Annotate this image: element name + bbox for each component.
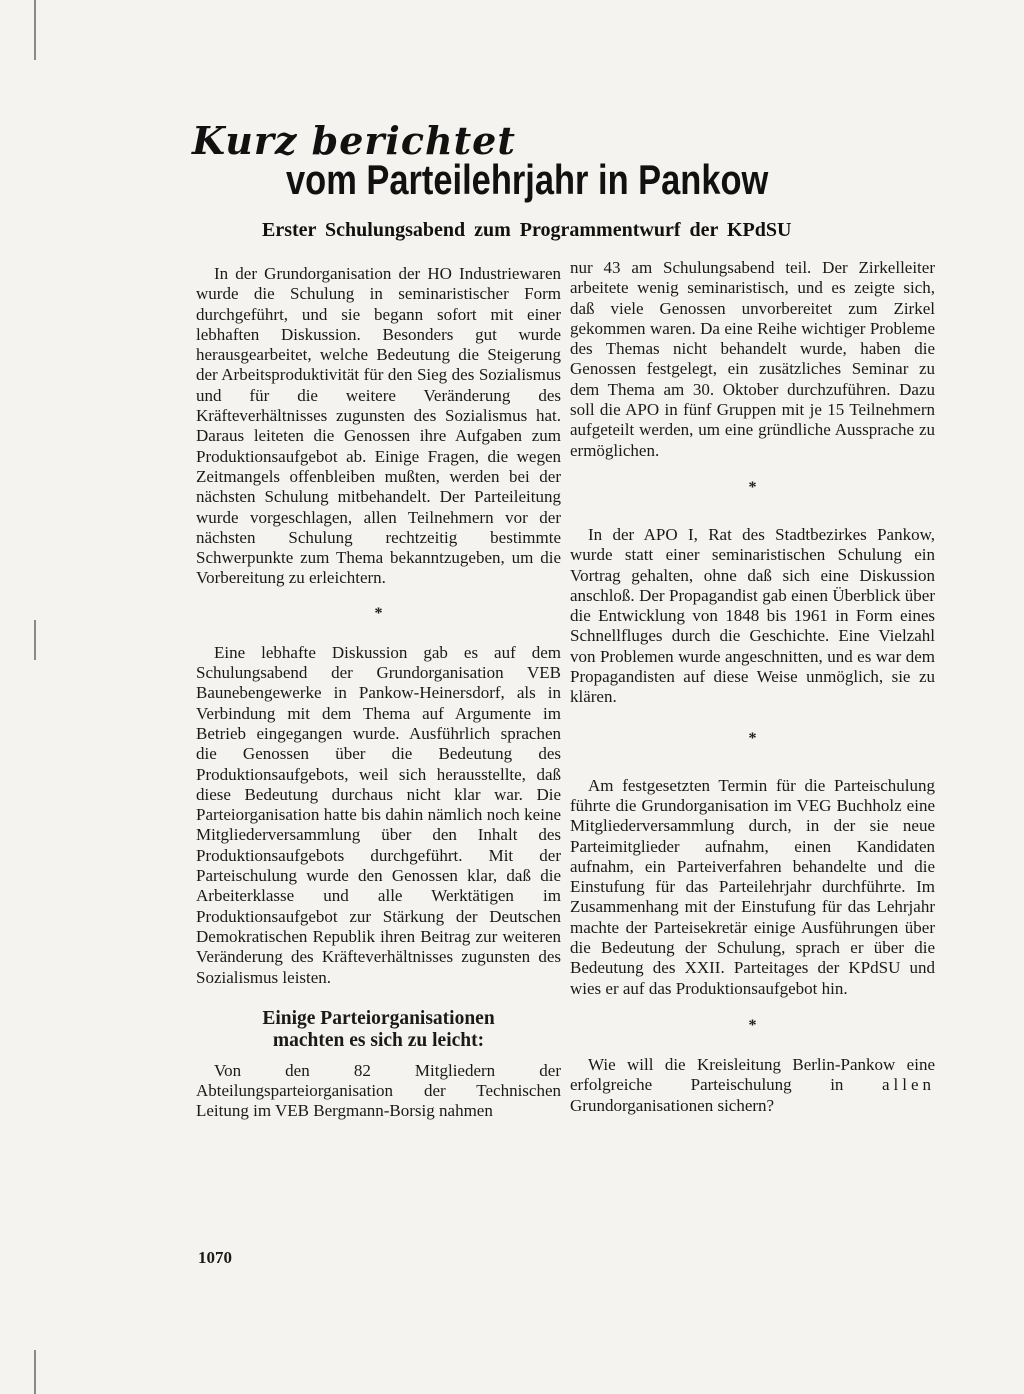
paragraph-bergmann-borsig: Von den 82 Mitgliedern der Abteilungsparteiorganisation der Technischen Leitung im VEB Bergmann-Borsig nahmen	[196, 1060, 561, 1121]
spaced-emphasis-word: allen	[881, 1075, 936, 1095]
section-separator-star: *	[748, 1016, 757, 1034]
section-heading-line: machten es sich zu leicht:	[272, 1029, 485, 1051]
right-column	[570, 258, 935, 1116]
paragraph-ho-industriewaren: In der Grundorganisation der HO Industriewaren wurde die Schulung in seminaristischer Form durchgeführt, und sie begann sofort mit einer lebhaften Diskussion. Besonders gut wurde herausgearbeitet, welche Bedeutung die Steigerung der Arbeitsproduktivität für den Sieg des Sozialismus und für die weitere Veränderung des Kräfteverhältnisses zugunsten des Sozialismus hat. Daraus leiteten die Genossen ihre Aufgaben zum Produktionsaufgebot ab. Einige Fragen, die wegen Zeitmangels offenbleiben mußten, werden bei der nächsten Schulung mitbehandelt. Der Parteileitung wurde vorgeschlagen, allen Teilnehmern vor der nächsten Schulung rechtzeitig bestimmte Schwerpunkte zum Thema bekanntzugeben, um die Vorbereitung zu erleichtern.	[196, 264, 561, 588]
paragraph-veg-buchholz: Am festgesetzten Termin für die Parteischulung führte die Grundorganisation im VEG Buchholz eine Mitgliederversammlung durch, in der sie neue Parteimitglieder aufnahm, einen Kandidaten aufnahm, ein Parteiverfahren behandelte und die Einstufung für das Parteilehrjahr durchführte. Im Zusammenhang mit der Einstufung für das Lehrjahr machte der Parteisekretär einige Ausführungen über die Bedeutung der Schulung, sprach er über die Bedeutung des XXII. Parteitages der KPdSU und wies er auf das Produktionsaufgebot hin.	[570, 775, 935, 998]
section-heading	[196, 1008, 561, 1052]
section-separator-star: *	[748, 729, 757, 747]
section-heading-line: Einige Parteiorganisationen	[262, 1007, 495, 1029]
article-kicker: Kurz berichtet	[192, 118, 516, 163]
closing-question-start: Wie will die Kreisleitung Berlin-Pankow eine erfolgreiche Parteischulung in	[570, 1054, 935, 1095]
paragraph-baunebengewerke: Eine lebhafte Diskussion gab es auf dem Schulungsabend der Grundorganisation VEB Baunebengewerke in Pankow-Heinersdorf, als in Verbindung mit dem Thema auf Argumente im Betrieb eingegangen wurde. Ausführlich sprachen die Genossen über die Bedeutung des Produktionsaufgebots, weil sich herausstellte, daß diese Bedeutung durchaus nicht klar war. Die Parteiorganisation hatte bis dahin nämlich noch keine Mitgliederversammlung über den Inhalt des Produktionsaufgebots durchgeführt. Mit der Parteischulung wurde den Genossen klar, daß die Arbeiterklasse und alle Werktätigen im Produktionsaufgebot zur Stärkung der Deutschen Demokratischen Republik ihren Beitrag zur weiteren Veränderung des Kräfteverhältnisses zugunsten des Sozialismus leisten.	[196, 642, 561, 987]
paragraph-continuation: nur 43 am Schulungsabend teil. Der Zirkelleiter arbeitete wenig seminaristisch, und es zeigte sich, daß viele Genossen unvorbereitet zum Zirkel gekommen waren. Da eine Reihe wichtiger Probleme des Themas nicht behandelt wurde, haben die Genossen festgelegt, ein zusätzliches Seminar zu dem Thema am 30. Oktober durchzuführen. Dazu soll die APO in fünf Gruppen mit je 15 Teilnehmern aufgeteilt werden, um eine gründliche Aussprache zu ermöglichen.	[570, 258, 935, 460]
scan-edge-mark	[34, 620, 36, 660]
left-column	[196, 264, 561, 1122]
article-subheading: Erster Schulungsabend zum Programmentwurf der KPdSU	[262, 219, 792, 241]
paragraph-apo-i: In der APO I, Rat des Stadtbezirkes Pankow, wurde statt einer seminaristischen Schulung ein Vortrag gehalten, ohne daß sich eine Diskussion anschloß. Der Propagandist gab einen Überblick über die Entwicklung von 1848 bis 1961 in Form eines Schnellfluges durch die Geschichte. Eine Vielzahl von Problemen wurde angeschnitten, und es war dem Propagandisten auf diese Weise unmöglich, sie zu klären.	[570, 524, 935, 707]
paragraph-closing-question	[570, 1055, 935, 1116]
closing-question-end: Grundorganisationen sichern?	[570, 1095, 775, 1115]
scan-edge-mark	[34, 0, 36, 60]
section-separator-star: *	[374, 604, 383, 622]
scan-edge-mark	[34, 1350, 36, 1394]
section-separator-star: *	[748, 478, 757, 496]
article-headline: vom Parteilehrjahr in Pankow	[286, 156, 769, 203]
page-number: 1070	[198, 1248, 232, 1267]
